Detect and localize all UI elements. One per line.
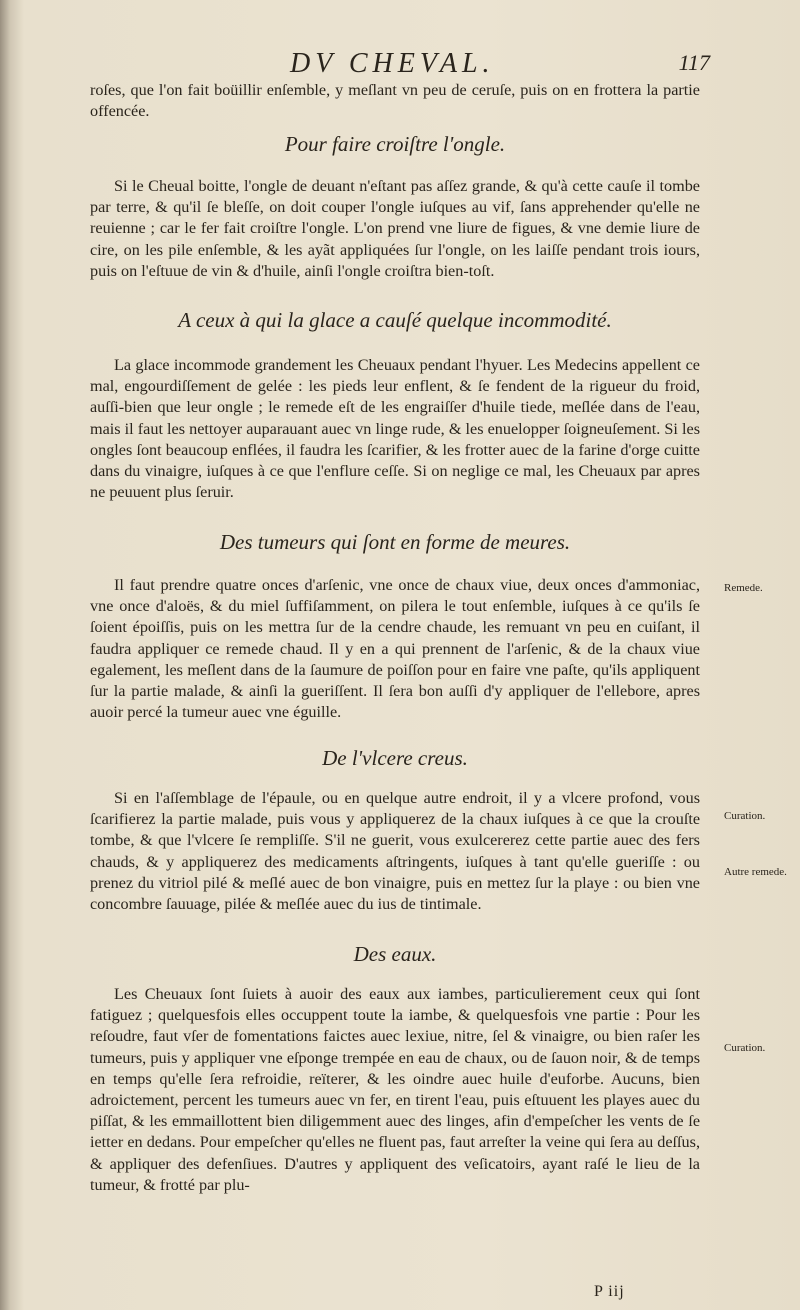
section-body-glace	[90, 355, 700, 503]
section-body-ongle	[90, 176, 700, 282]
intro-text: roſes, que l'on fait boüillir enſemble, y meſlant vn peu de ceruſe, puis on en frottera la partie offencée.	[90, 81, 700, 121]
paragraph-eaux: Les Cheuaux ſont ſuiets à auoir des eaux aux iambes, particulierement ceux qui ſont fatiguez ; quelquesfois elles occuppent toute la iambe, & quelquesfois vne partie : Pour les reſoudre, faut vſer de fomentations faictes auec lexiue, nitre, ſel & vinaigre, ou bien raſer les tumeurs, puis y appliquer vne eſponge trempée en eau de chaux, ou de ſauon noir, & de temps en temps qu'elle ſera refroidie, reïterer, & les oindre auec huile d'euforbe. Aucuns, bien adroictement, percent les tumeurs auec vn fer, en tirent l'eau, puis eſtuuent les playes auec du piſſat, & les emmaillottent bien diligemment auec des linges, afin d'empeſcher les vents de ſe ietter en dedans. Pour empeſcher qu'elles ne fluent pas, faut arreſter la veine qui ſera au deſſus, & appliquer des defenſiues. D'autres y appliquent des veſicatoirs, ayant raſé le lieu de la tumeur, & frotté par plu-	[90, 985, 700, 1194]
section-body-eaux	[90, 984, 700, 1196]
section-heading-tumeurs: Des tumeurs qui ſont en forme de meures.	[219, 530, 571, 554]
paragraph-ongle: Si le Cheual boitte, l'ongle de deuant n'eſtant pas aſſez grande, & qu'à cette cauſe il tombe par terre, & qu'il ſe bleſſe, on doit couper l'ongle iuſques au vif, ſans apprehender qu'elle ne reuienne ; car le fer fait croiſtre l'ongle. L'on prend vne liure de figues, & vne demie liure de cire, on les pile enſemble, & les ayãt appliquées ſur l'ongle, on les laiſſe pendant trois iours, puis on l'eſtuue de vin & d'huile, ainſi l'ongle croiſtra bien-toſt.	[90, 177, 700, 280]
margin-note-autre-remede: Autre remede.	[724, 866, 787, 878]
page-header	[90, 48, 710, 78]
section-heading-ongle: Pour faire croiſtre l'ongle.	[284, 132, 506, 156]
paragraph-tumeurs: Il faut prendre quatre onces d'arſenic, vne once de chaux viue, deux onces d'ammoniac, vne once d'aloës, & du miel ſuffiſamment, on pilera le tout enſemble, iuſques à ce qu'ils ſe ſoient époiſſis, puis on les mettra ſur de la cendre chaude, les remuant vn peu en cuiſant, il faudra appliquer ce remede chaud. Il y en a qui prennent de l'arſenic, & de la chaux viue egalement, les meſlent dans de la ſaumure de poiſſon pour en faire vne paſte, qu'ils appliquent ſur la partie malade, & ainſi la gueriſſent. Il ſera bon auſſi d'y appliquer de l'ellebore, apres auoir percé la tumeur auec vne éguille.	[90, 576, 700, 722]
running-title: DV CHEVAL.	[290, 48, 495, 79]
paragraph-glace: La glace incommode grandement les Cheuaux pendant l'hyuer. Les Medecins appellent ce mal, engourdiſſement de gelée : les pieds leur enflent, & ſe fendent de la rigueur du froid, auſſi-bien que leur ongle ; le remede eſt de les engraiſſer d'huile tiede, meſlée dans de l'eau, mais il faut les nettoyer auparauant auec vn linge rude, & les enuelopper ſoigneuſement. Si les ongles ſont beaucoup enflées, il faudra les ſcarifier, & les frotter auec de la farine d'orge cuitte dans du vinaigre, iuſques à ce que l'enflure ceſſe. Si on neglige ce mal, les Cheuaux par apres ne peuuent plus ſeruir.	[90, 356, 700, 502]
section-heading-vlcere: De l'vlcere creus.	[322, 746, 468, 770]
section-heading-glace: A ceux à qui la glace a cauſé quelque incommodité.	[178, 308, 612, 332]
section-body-vlcere	[90, 788, 700, 915]
section-heading-eaux: Des eaux.	[353, 942, 437, 966]
margin-note-curation: Curation.	[724, 810, 766, 822]
page-number: 117	[678, 50, 710, 75]
paragraph-vlcere: Si en l'aſſemblage de l'épaule, ou en quelque autre endroit, il y a vlcere profond, vous ſcarifierez la partie malade, puis vous y appliquerez de la chaux iuſques à ce que la crouſte tombe, & que l'vlcere ſe rempliſſe. S'il ne guerit, vous exulcererez cette partie auec des fers chauds, & y appliquerez des medicaments aſtringents, iuſques à tant qu'elle gueriſſe : ou prenez du vitriol pilé & meſlé auec de bon vinaigre, puis en mettez ſur la playe : ou bien vne concombre ſauuage, pilée & meſlée auec du ius de tintimale.	[90, 789, 700, 914]
section-body-tumeurs	[90, 575, 700, 723]
margin-note-curation-2: Curation.	[724, 1042, 766, 1054]
margin-note-remede: Remede.	[724, 582, 763, 594]
intro-paragraph	[90, 80, 700, 122]
signature-mark: P iij	[594, 1283, 625, 1300]
